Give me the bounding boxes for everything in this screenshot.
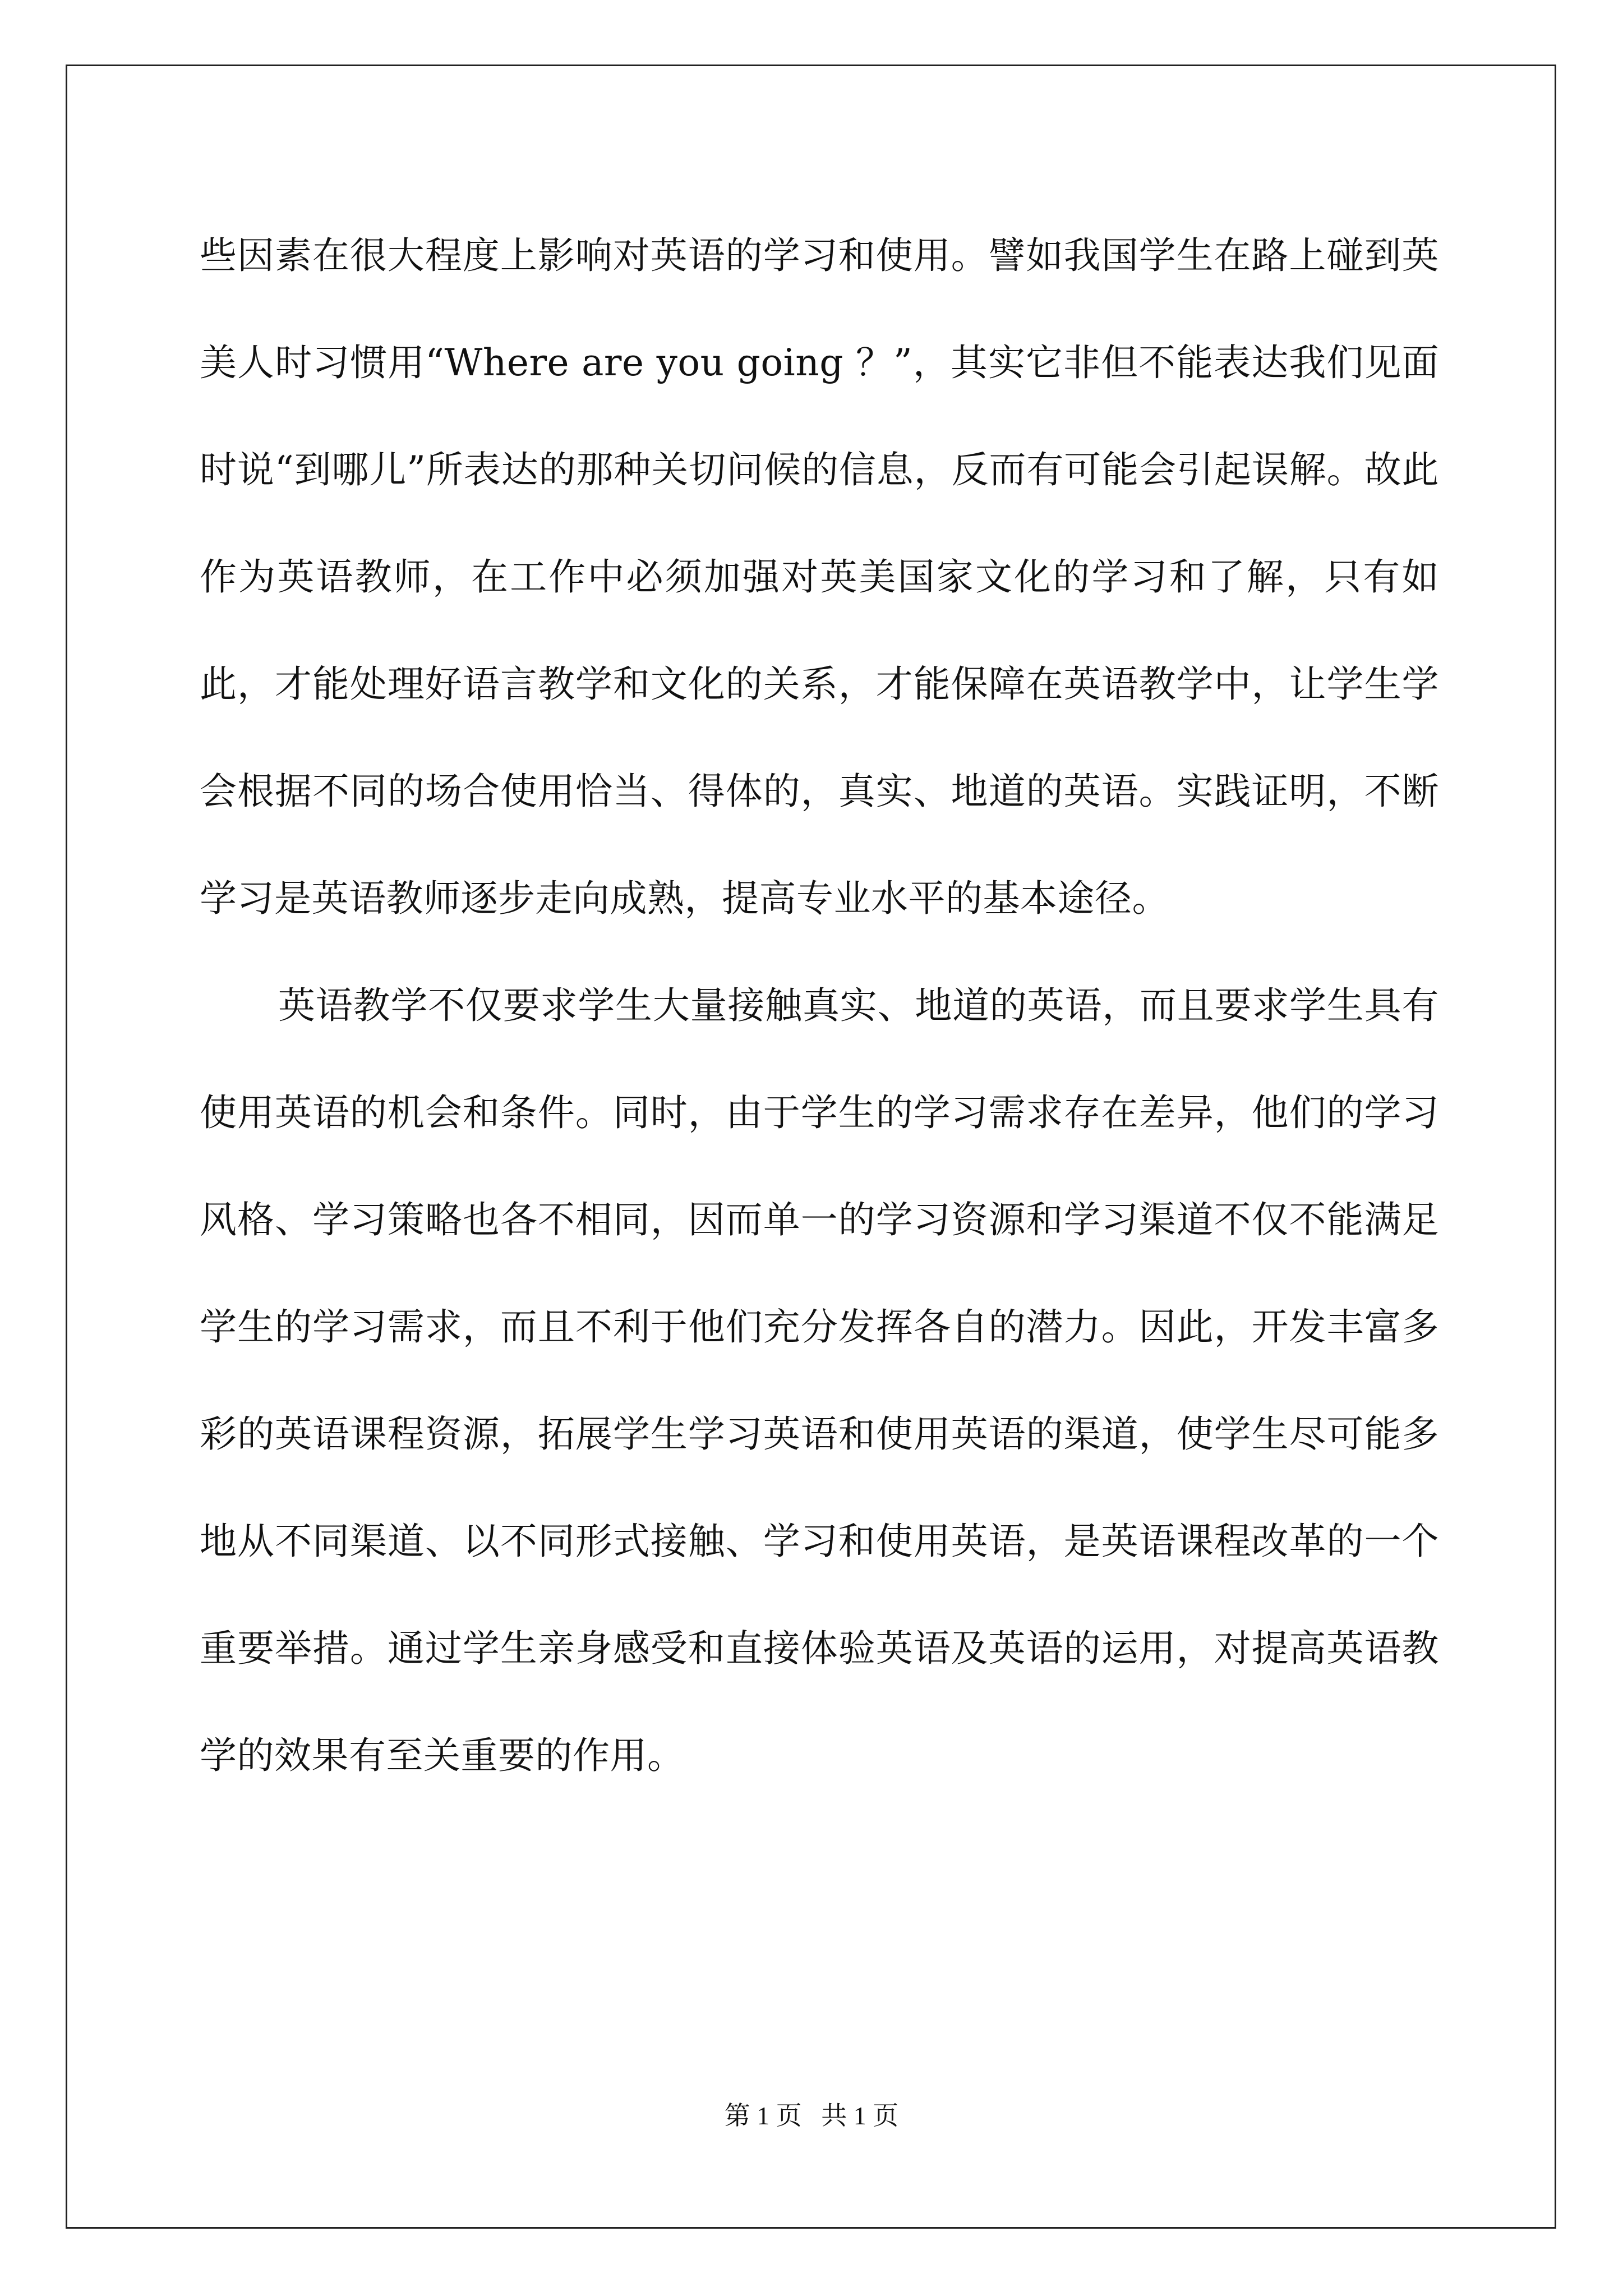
page-footer: 第 1 页 共 1 页 [724, 2101, 899, 2130]
paragraph-1: 些因素在很大程度上影响对英语的学习和使用。譬如我国学生在路上碰到英美人时习惯用“Where are you going ？”，其实它非但不能表达我们见面时说“到哪儿”所表达的那种关切问候的信息，反而有可能会引起误解。故此作为英语教师，在工作中必须加强对英美国家文化的学习和了解，只有如此，才能处理好语言教学和文化的关系，才能保障在英语教学中，让学生学会根据不同的场合使用恰当、得体的，真实、地道的英语。实践证明，不断学习是英语教师逐步走向成熟，提高专业水平的基本途径。 [200, 234, 1439, 920]
paragraph-2: 英语教学不仅要求学生大量接触真实、地道的英语，而且要求学生具有使用英语的机会和条件。同时，由于学生的学习需求存在差异，他们的学习风格、学习策略也各不相同，因而单一的学习资源和学习渠道不仅不能满足学生的学习需求，而且不利于他们充分发挥各自的潜力。因此，开发丰富多彩的英语课程资源，拓展学生学习英语和使用英语的渠道，使学生尽可能多地从不同渠道、以不同形式接触、学习和使用英语，是英语课程改革的一个重要举措。通过学生亲身感受和直接体验英语及英语的运用，对提高英语教学的效果有至关重要的作用。 [200, 984, 1439, 1777]
document-body [200, 202, 1439, 1809]
